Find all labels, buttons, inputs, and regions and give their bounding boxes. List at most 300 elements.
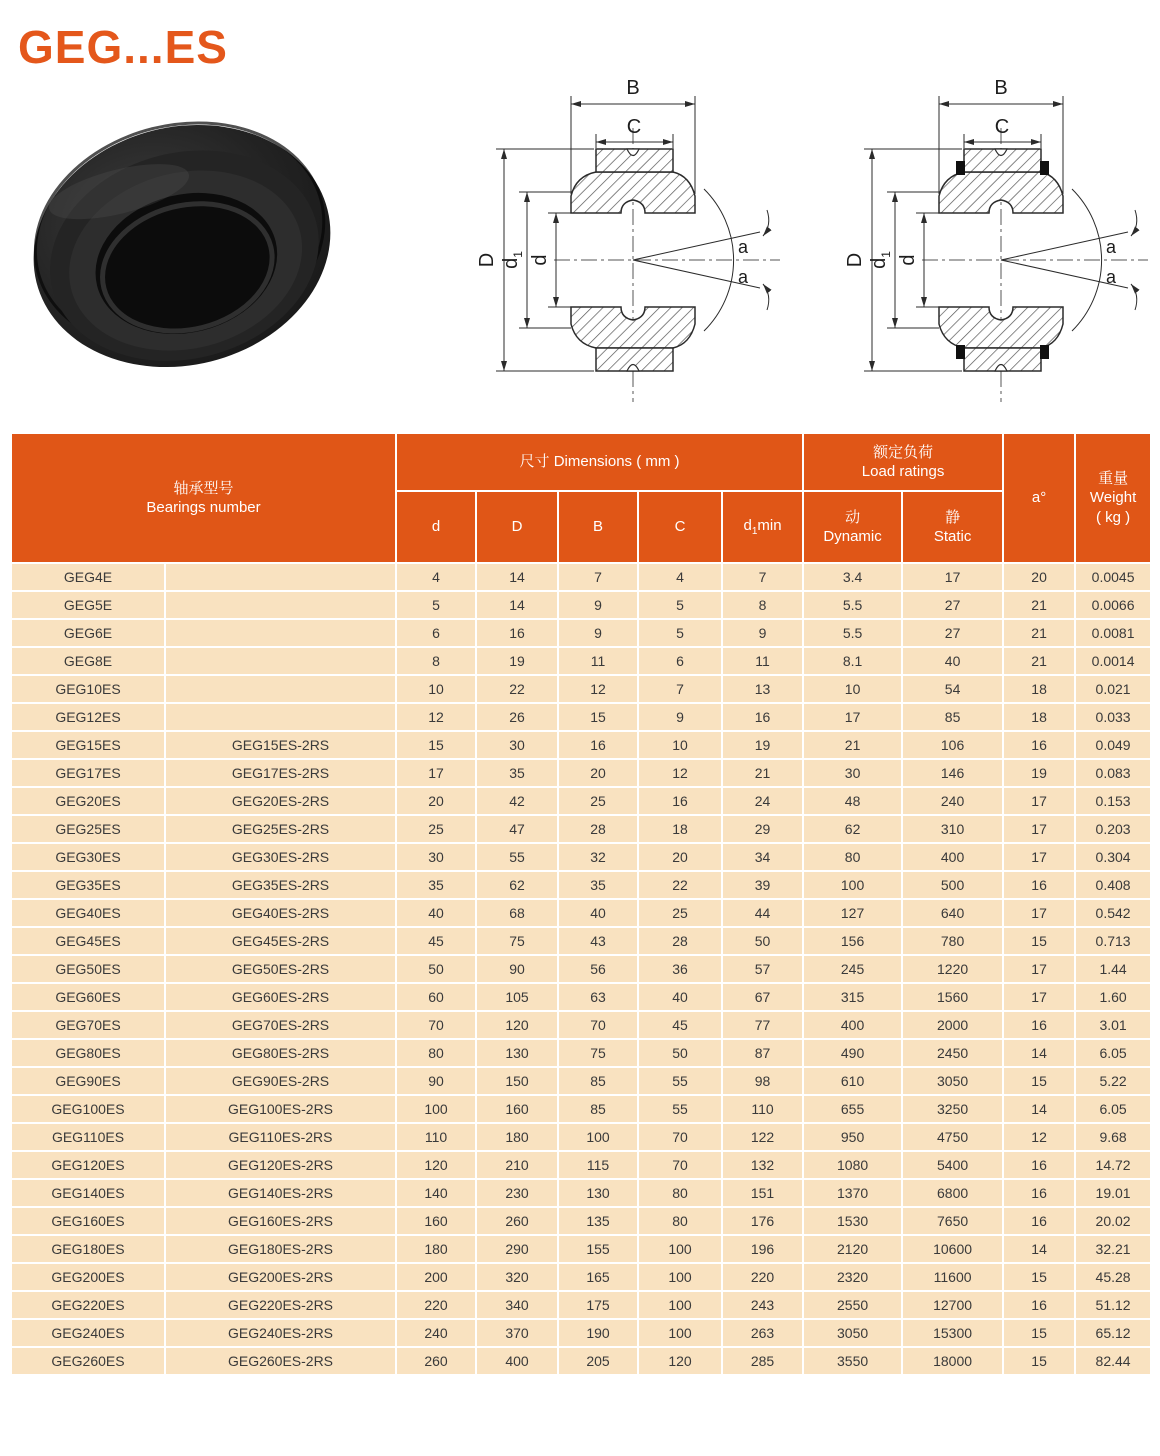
cell-dynamic-load: 655: [803, 1095, 902, 1123]
cell-B: 115: [558, 1151, 638, 1179]
table-row: [11, 1207, 1151, 1235]
cell-weight: 0.542: [1075, 899, 1151, 927]
cell-d: 6: [396, 619, 476, 647]
cell-model: GEG180ES: [11, 1235, 165, 1263]
cell-D: 22: [476, 675, 558, 703]
cell-angle: 18: [1003, 675, 1075, 703]
col-header-static: [902, 491, 1003, 563]
cell-static-load: 11600: [902, 1263, 1003, 1291]
cell-C: 45: [638, 1011, 722, 1039]
angle-label-a-upper: a: [738, 237, 749, 257]
cell-D: 35: [476, 759, 558, 787]
cell-model-2rs: GEG220ES-2RS: [165, 1291, 396, 1319]
cell-D: 290: [476, 1235, 558, 1263]
col-group-load-ratings: [803, 433, 1003, 491]
cell-D: 180: [476, 1123, 558, 1151]
cell-B: 11: [558, 647, 638, 675]
table-row: [11, 703, 1151, 731]
table-row: [11, 1263, 1151, 1291]
cell-angle: 20: [1003, 563, 1075, 591]
cell-static-load: 1220: [902, 955, 1003, 983]
cell-model: GEG17ES: [11, 759, 165, 787]
cell-d1-min: 57: [722, 955, 803, 983]
cell-d1-min: 50: [722, 927, 803, 955]
cell-weight: 0.033: [1075, 703, 1151, 731]
cell-model-2rs: GEG35ES-2RS: [165, 871, 396, 899]
bearings-number-en: Bearings number: [146, 499, 261, 516]
cell-D: 55: [476, 843, 558, 871]
dim-label-B: B: [994, 77, 1008, 99]
cell-model: GEG120ES: [11, 1151, 165, 1179]
load-ratings-en: Load ratings: [861, 463, 945, 480]
cell-B: 32: [558, 843, 638, 871]
cell-dynamic-load: 8.1: [803, 647, 902, 675]
col-header-B: B: [558, 491, 638, 563]
cell-weight: 0.408: [1075, 871, 1151, 899]
cell-D: 370: [476, 1319, 558, 1347]
cell-model: GEG100ES: [11, 1095, 165, 1123]
cell-model-2rs: GEG17ES-2RS: [165, 759, 396, 787]
cell-C: 28: [638, 927, 722, 955]
cell-model: GEG5E: [11, 591, 165, 619]
cell-static-load: 240: [902, 787, 1003, 815]
cell-model: GEG25ES: [11, 815, 165, 843]
cell-D: 230: [476, 1179, 558, 1207]
cell-weight: 0.713: [1075, 927, 1151, 955]
cell-model-2rs: GEG200ES-2RS: [165, 1263, 396, 1291]
cell-model: GEG12ES: [11, 703, 165, 731]
cell-d: 110: [396, 1123, 476, 1151]
col-header-D: D: [476, 491, 558, 563]
cell-weight: 0.049: [1075, 731, 1151, 759]
cell-weight: 32.21: [1075, 1235, 1151, 1263]
bearing-product-photo: [22, 86, 342, 406]
cell-C: 70: [638, 1151, 722, 1179]
cell-dynamic-load: 400: [803, 1011, 902, 1039]
cell-C: 70: [638, 1123, 722, 1151]
cell-C: 6: [638, 647, 722, 675]
cell-angle: 16: [1003, 1291, 1075, 1319]
cell-C: 120: [638, 1347, 722, 1375]
cell-d1-min: 7: [722, 563, 803, 591]
cell-model-2rs: [165, 647, 396, 675]
cell-B: 9: [558, 591, 638, 619]
cell-C: 18: [638, 815, 722, 843]
cell-angle: 15: [1003, 1319, 1075, 1347]
cell-B: 175: [558, 1291, 638, 1319]
cell-d: 80: [396, 1039, 476, 1067]
cell-D: 260: [476, 1207, 558, 1235]
cell-model: GEG30ES: [11, 843, 165, 871]
cell-dynamic-load: 610: [803, 1067, 902, 1095]
seal-bottom-left: [956, 345, 965, 359]
table-row: [11, 1151, 1151, 1179]
cell-d: 50: [396, 955, 476, 983]
cell-dynamic-load: 950: [803, 1123, 902, 1151]
table-row: [11, 1123, 1151, 1151]
table-row: [11, 927, 1151, 955]
cell-d1-min: 87: [722, 1039, 803, 1067]
inner-ring-top-section: [939, 172, 1063, 213]
table-row: [11, 787, 1151, 815]
cell-angle: 17: [1003, 983, 1075, 1011]
cell-weight: 65.12: [1075, 1319, 1151, 1347]
cell-B: 130: [558, 1179, 638, 1207]
cell-d: 90: [396, 1067, 476, 1095]
cell-D: 68: [476, 899, 558, 927]
inner-ring-bottom-section: [939, 307, 1063, 348]
cell-dynamic-load: 1080: [803, 1151, 902, 1179]
cell-D: 210: [476, 1151, 558, 1179]
cell-model: GEG15ES: [11, 731, 165, 759]
cell-angle: 21: [1003, 591, 1075, 619]
dynamic-en: Dynamic: [823, 528, 882, 545]
cell-weight: 9.68: [1075, 1123, 1151, 1151]
cell-d: 120: [396, 1151, 476, 1179]
cell-model: GEG110ES: [11, 1123, 165, 1151]
cell-B: 12: [558, 675, 638, 703]
cell-D: 160: [476, 1095, 558, 1123]
cell-dynamic-load: 2120: [803, 1235, 902, 1263]
cell-D: 90: [476, 955, 558, 983]
cell-B: 40: [558, 899, 638, 927]
angle-label-a-lower: a: [738, 267, 749, 287]
cell-weight: 1.44: [1075, 955, 1151, 983]
cell-static-load: 18000: [902, 1347, 1003, 1375]
cell-weight: 0.083: [1075, 759, 1151, 787]
cell-d: 220: [396, 1291, 476, 1319]
weight-en: Weight: [1089, 489, 1137, 507]
table-row: [11, 1011, 1151, 1039]
cell-C: 22: [638, 871, 722, 899]
dim-label-B: B: [626, 77, 640, 99]
cell-static-load: 106: [902, 731, 1003, 759]
cell-B: 135: [558, 1207, 638, 1235]
cell-angle: 17: [1003, 899, 1075, 927]
cell-angle: 17: [1003, 815, 1075, 843]
cell-d1-min: 9: [722, 619, 803, 647]
col-header-dynamic: [803, 491, 902, 563]
cell-model-2rs: GEG240ES-2RS: [165, 1319, 396, 1347]
cell-d: 180: [396, 1235, 476, 1263]
cell-weight: 6.05: [1075, 1095, 1151, 1123]
cell-d1-min: 16: [722, 703, 803, 731]
cell-static-load: 27: [902, 591, 1003, 619]
cell-model: GEG35ES: [11, 871, 165, 899]
cross-section-diagram-sealed: [806, 76, 1158, 418]
dim-label-C: C: [626, 116, 642, 138]
cell-D: 150: [476, 1067, 558, 1095]
cell-model-2rs: GEG100ES-2RS: [165, 1095, 396, 1123]
cell-D: 62: [476, 871, 558, 899]
cell-d1-min: 132: [722, 1151, 803, 1179]
cell-static-load: 3050: [902, 1067, 1003, 1095]
dim-label-d1: $d_1$: [500, 251, 525, 269]
col-header-C: C: [638, 491, 722, 563]
dynamic-cn: 动: [845, 508, 861, 526]
cell-C: 12: [638, 759, 722, 787]
cell-weight: 20.02: [1075, 1207, 1151, 1235]
cell-angle: 16: [1003, 1151, 1075, 1179]
cell-model-2rs: GEG70ES-2RS: [165, 1011, 396, 1039]
cell-model: GEG45ES: [11, 927, 165, 955]
cell-dynamic-load: 2320: [803, 1263, 902, 1291]
cell-static-load: 4750: [902, 1123, 1003, 1151]
cell-model-2rs: GEG260ES-2RS: [165, 1347, 396, 1375]
table-row: [11, 1291, 1151, 1319]
cell-d1-min: 34: [722, 843, 803, 871]
cell-model: GEG200ES: [11, 1263, 165, 1291]
cell-weight: 0.0081: [1075, 619, 1151, 647]
bearing-spec-table: [10, 432, 1152, 1376]
cell-B: 43: [558, 927, 638, 955]
cell-C: 100: [638, 1319, 722, 1347]
cell-model: GEG260ES: [11, 1347, 165, 1375]
cell-angle: 16: [1003, 1011, 1075, 1039]
table-row: [11, 815, 1151, 843]
cell-d: 8: [396, 647, 476, 675]
cell-B: 155: [558, 1235, 638, 1263]
angle-label-a-lower: a: [1106, 267, 1117, 287]
static-en: Static: [933, 528, 972, 545]
cell-D: 105: [476, 983, 558, 1011]
weight-unit: ( kg ): [1095, 508, 1131, 526]
cell-weight: 82.44: [1075, 1347, 1151, 1375]
cell-B: 20: [558, 759, 638, 787]
table-row: [11, 731, 1151, 759]
cell-model-2rs: GEG180ES-2RS: [165, 1235, 396, 1263]
cell-dynamic-load: 62: [803, 815, 902, 843]
cell-static-load: 5400: [902, 1151, 1003, 1179]
cell-angle: 21: [1003, 619, 1075, 647]
cell-C: 55: [638, 1095, 722, 1123]
table-row: [11, 759, 1151, 787]
cell-d: 35: [396, 871, 476, 899]
col-header-d: d: [396, 491, 476, 563]
cell-static-load: 310: [902, 815, 1003, 843]
cell-C: 40: [638, 983, 722, 1011]
col-header-angle: a°: [1003, 433, 1075, 563]
cell-d1-min: 151: [722, 1179, 803, 1207]
cell-B: 85: [558, 1095, 638, 1123]
cell-dynamic-load: 1370: [803, 1179, 902, 1207]
cell-model-2rs: GEG30ES-2RS: [165, 843, 396, 871]
cell-d1-min: 122: [722, 1123, 803, 1151]
cell-angle: 12: [1003, 1123, 1075, 1151]
cell-C: 100: [638, 1235, 722, 1263]
cell-d1-min: 196: [722, 1235, 803, 1263]
cell-d1-min: 98: [722, 1067, 803, 1095]
weight-cn: 重量: [1098, 469, 1129, 487]
cell-C: 20: [638, 843, 722, 871]
cell-model-2rs: GEG25ES-2RS: [165, 815, 396, 843]
cell-dynamic-load: 10: [803, 675, 902, 703]
table-row: [11, 871, 1151, 899]
seal-top-right: [1040, 161, 1049, 175]
seal-top-left: [956, 161, 965, 175]
cell-C: 80: [638, 1207, 722, 1235]
cell-d1-min: 21: [722, 759, 803, 787]
cell-model-2rs: [165, 675, 396, 703]
cell-d: 40: [396, 899, 476, 927]
dim-label-d1: $d_1$: [868, 251, 893, 269]
cell-dynamic-load: 48: [803, 787, 902, 815]
cell-static-load: 3250: [902, 1095, 1003, 1123]
cell-static-load: 2000: [902, 1011, 1003, 1039]
cell-model-2rs: GEG20ES-2RS: [165, 787, 396, 815]
cell-dynamic-load: 1530: [803, 1207, 902, 1235]
cell-B: 75: [558, 1039, 638, 1067]
cell-model-2rs: GEG40ES-2RS: [165, 899, 396, 927]
cell-C: 80: [638, 1179, 722, 1207]
dim-label-d: d: [897, 254, 919, 266]
cell-B: 7: [558, 563, 638, 591]
cell-d1-min: 285: [722, 1347, 803, 1375]
table-row: [11, 1095, 1151, 1123]
cell-model: GEG10ES: [11, 675, 165, 703]
cell-angle: 15: [1003, 1347, 1075, 1375]
cell-d1-min: 24: [722, 787, 803, 815]
cell-weight: 0.203: [1075, 815, 1151, 843]
cell-weight: 1.60: [1075, 983, 1151, 1011]
cell-C: 4: [638, 563, 722, 591]
cell-weight: 3.01: [1075, 1011, 1151, 1039]
cell-B: 28: [558, 815, 638, 843]
dim-label-D: D: [844, 252, 866, 268]
table-row: [11, 955, 1151, 983]
cell-B: 190: [558, 1319, 638, 1347]
cell-C: 9: [638, 703, 722, 731]
cell-dynamic-load: 315: [803, 983, 902, 1011]
cell-dynamic-load: 80: [803, 843, 902, 871]
cell-d: 45: [396, 927, 476, 955]
cell-D: 400: [476, 1347, 558, 1375]
seal-bottom-right: [1040, 345, 1049, 359]
cell-model: GEG6E: [11, 619, 165, 647]
cell-B: 63: [558, 983, 638, 1011]
cell-dynamic-load: 3050: [803, 1319, 902, 1347]
cell-dynamic-load: 3.4: [803, 563, 902, 591]
cell-B: 15: [558, 703, 638, 731]
table-row: [11, 899, 1151, 927]
cell-weight: 0.0066: [1075, 591, 1151, 619]
cell-model: GEG70ES: [11, 1011, 165, 1039]
cell-static-load: 15300: [902, 1319, 1003, 1347]
load-ratings-cn: 额定负荷: [873, 443, 934, 461]
cross-section-diagram-open: [438, 76, 790, 418]
cell-C: 100: [638, 1263, 722, 1291]
cell-D: 75: [476, 927, 558, 955]
cell-D: 30: [476, 731, 558, 759]
cell-D: 130: [476, 1039, 558, 1067]
cell-d: 140: [396, 1179, 476, 1207]
cell-dynamic-load: 17: [803, 703, 902, 731]
cell-model: GEG220ES: [11, 1291, 165, 1319]
cell-D: 340: [476, 1291, 558, 1319]
cell-d1-min: 67: [722, 983, 803, 1011]
bearings-number-cn: 轴承型号: [173, 479, 234, 497]
cell-d: 70: [396, 1011, 476, 1039]
cell-model: GEG20ES: [11, 787, 165, 815]
cell-d1-min: 19: [722, 731, 803, 759]
cell-static-load: 1560: [902, 983, 1003, 1011]
cell-static-load: 12700: [902, 1291, 1003, 1319]
cell-C: 10: [638, 731, 722, 759]
cell-model-2rs: GEG120ES-2RS: [165, 1151, 396, 1179]
cell-d: 25: [396, 815, 476, 843]
static-cn: 静: [945, 508, 961, 526]
table-row: [11, 1067, 1151, 1095]
inner-ring-top-section: [571, 172, 695, 213]
cell-model-2rs: GEG45ES-2RS: [165, 927, 396, 955]
col-header-d1min: $d_1\min$: [722, 491, 803, 563]
cell-d1-min: 39: [722, 871, 803, 899]
cell-C: 50: [638, 1039, 722, 1067]
cell-angle: 19: [1003, 759, 1075, 787]
cell-static-load: 2450: [902, 1039, 1003, 1067]
cell-static-load: 146: [902, 759, 1003, 787]
cell-B: 9: [558, 619, 638, 647]
table-row: [11, 619, 1151, 647]
cell-d: 260: [396, 1347, 476, 1375]
cell-static-load: 40: [902, 647, 1003, 675]
dim-label-d: d: [529, 254, 551, 266]
cell-model-2rs: GEG50ES-2RS: [165, 955, 396, 983]
table-body: [11, 563, 1151, 1375]
table-row: [11, 563, 1151, 591]
cell-angle: 17: [1003, 843, 1075, 871]
cell-dynamic-load: 5.5: [803, 619, 902, 647]
table-row: [11, 675, 1151, 703]
cell-angle: 16: [1003, 1179, 1075, 1207]
cell-angle: 14: [1003, 1039, 1075, 1067]
cell-angle: 16: [1003, 871, 1075, 899]
cell-model: GEG50ES: [11, 955, 165, 983]
table-row: [11, 1347, 1151, 1375]
cell-model: GEG8E: [11, 647, 165, 675]
cell-weight: 0.153: [1075, 787, 1151, 815]
cell-d1-min: 176: [722, 1207, 803, 1235]
cell-model-2rs: GEG110ES-2RS: [165, 1123, 396, 1151]
col-header-bearings-number: [11, 433, 396, 563]
cell-d1-min: 110: [722, 1095, 803, 1123]
cell-angle: 14: [1003, 1235, 1075, 1263]
cell-d: 12: [396, 703, 476, 731]
cell-dynamic-load: 127: [803, 899, 902, 927]
cell-static-load: 780: [902, 927, 1003, 955]
dim-label-D: D: [476, 252, 498, 268]
table-row: [11, 983, 1151, 1011]
cell-weight: 0.304: [1075, 843, 1151, 871]
cell-dynamic-load: 30: [803, 759, 902, 787]
cell-C: 5: [638, 591, 722, 619]
cell-B: 100: [558, 1123, 638, 1151]
table-row: [11, 647, 1151, 675]
cell-D: 16: [476, 619, 558, 647]
cell-C: 36: [638, 955, 722, 983]
cell-d: 17: [396, 759, 476, 787]
cell-d1-min: 44: [722, 899, 803, 927]
cell-B: 165: [558, 1263, 638, 1291]
bearing-photo-graphic: [22, 86, 342, 406]
cell-d1-min: 220: [722, 1263, 803, 1291]
cell-model: GEG40ES: [11, 899, 165, 927]
cell-model: GEG160ES: [11, 1207, 165, 1235]
cell-model: GEG80ES: [11, 1039, 165, 1067]
cell-D: 42: [476, 787, 558, 815]
cell-C: 25: [638, 899, 722, 927]
cell-static-load: 27: [902, 619, 1003, 647]
